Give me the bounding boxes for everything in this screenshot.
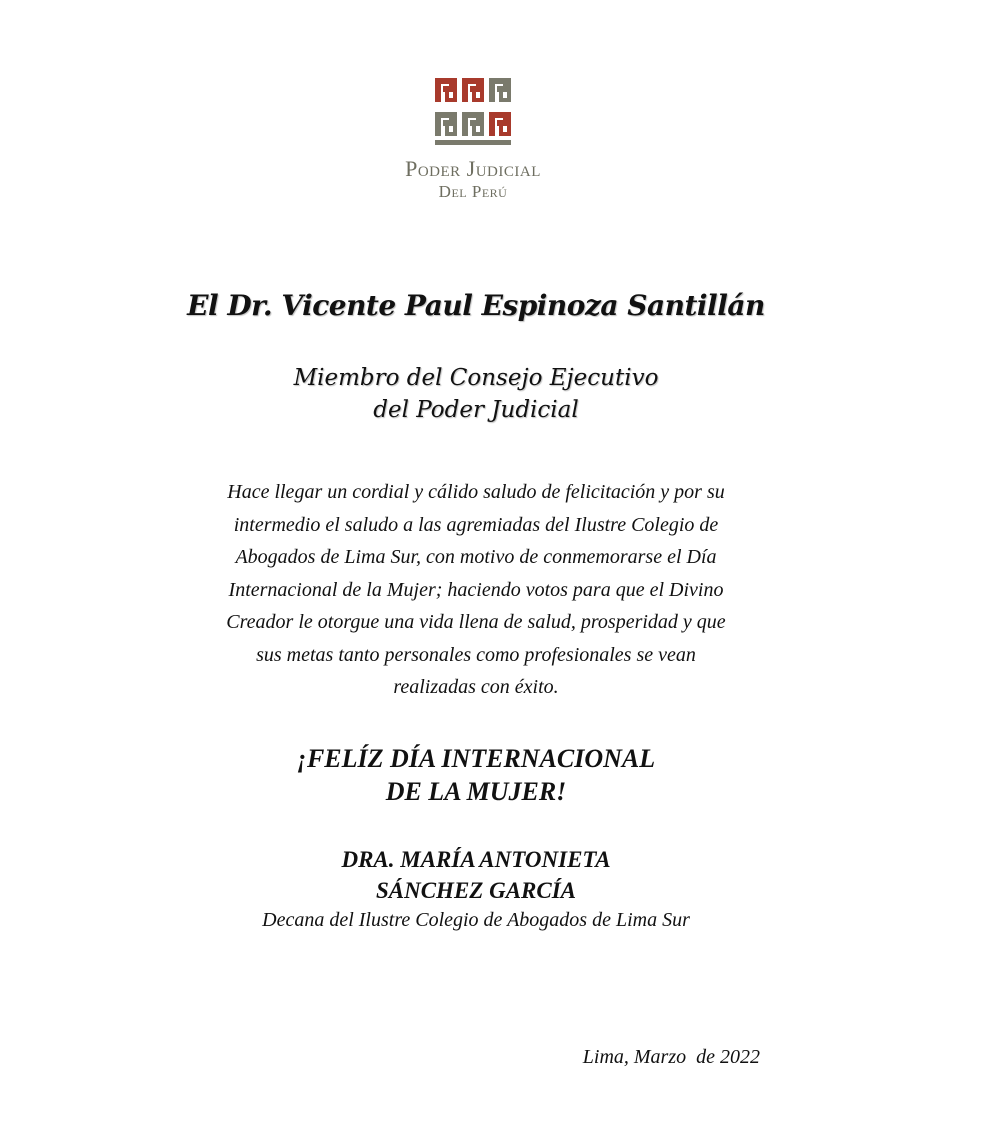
org-subname: Del Perú [438, 182, 508, 201]
sender-role-line: del Poder Judicial [373, 397, 579, 423]
signer-name-line: SÁNCHEZ GARCÍA [375, 878, 577, 903]
place-date: Lima, Marzo de 2022 [582, 1046, 760, 1068]
org-name: Poder Judicial [405, 156, 541, 181]
message-line: Creador le otorgue una vida llena de salud, prosperidad y que [226, 611, 726, 633]
message-line: Hace llegar un cordial y cálido saludo de felicitación y por su [227, 481, 725, 503]
message-line: sus metas tanto personales como profesionales se vean [256, 643, 696, 666]
message-line: Internacional de la Mujer; haciendo votos para que el Divino [228, 578, 724, 601]
poder-judicial-emblem-icon [435, 78, 511, 146]
greeting-line: DE LA MUJER! [385, 777, 567, 806]
message-body [180, 476, 772, 704]
sender-name: El Dr. Vicente Paul Espinoza Santillán [187, 289, 765, 322]
message-line: Abogados de Lima Sur, con motivo de conmemorarse el Día [235, 546, 717, 568]
signer-role: Decana del Ilustre Colegio de Abogados de Lima Sur [262, 909, 690, 931]
message-line: realizadas con éxito. [393, 676, 559, 698]
sender-role [200, 362, 752, 426]
signer-name [200, 844, 752, 906]
greeting-heading [200, 742, 752, 808]
signer-name-line: DRA. MARÍA ANTONIETA [341, 847, 611, 872]
greeting-line: ¡FELÍZ DÍA INTERNACIONAL [296, 744, 656, 773]
sender-role-line: Miembro del Consejo Ejecutivo [293, 365, 659, 391]
message-line: intermedio el saludo a las agremiadas del Ilustre Colegio de [233, 513, 719, 536]
